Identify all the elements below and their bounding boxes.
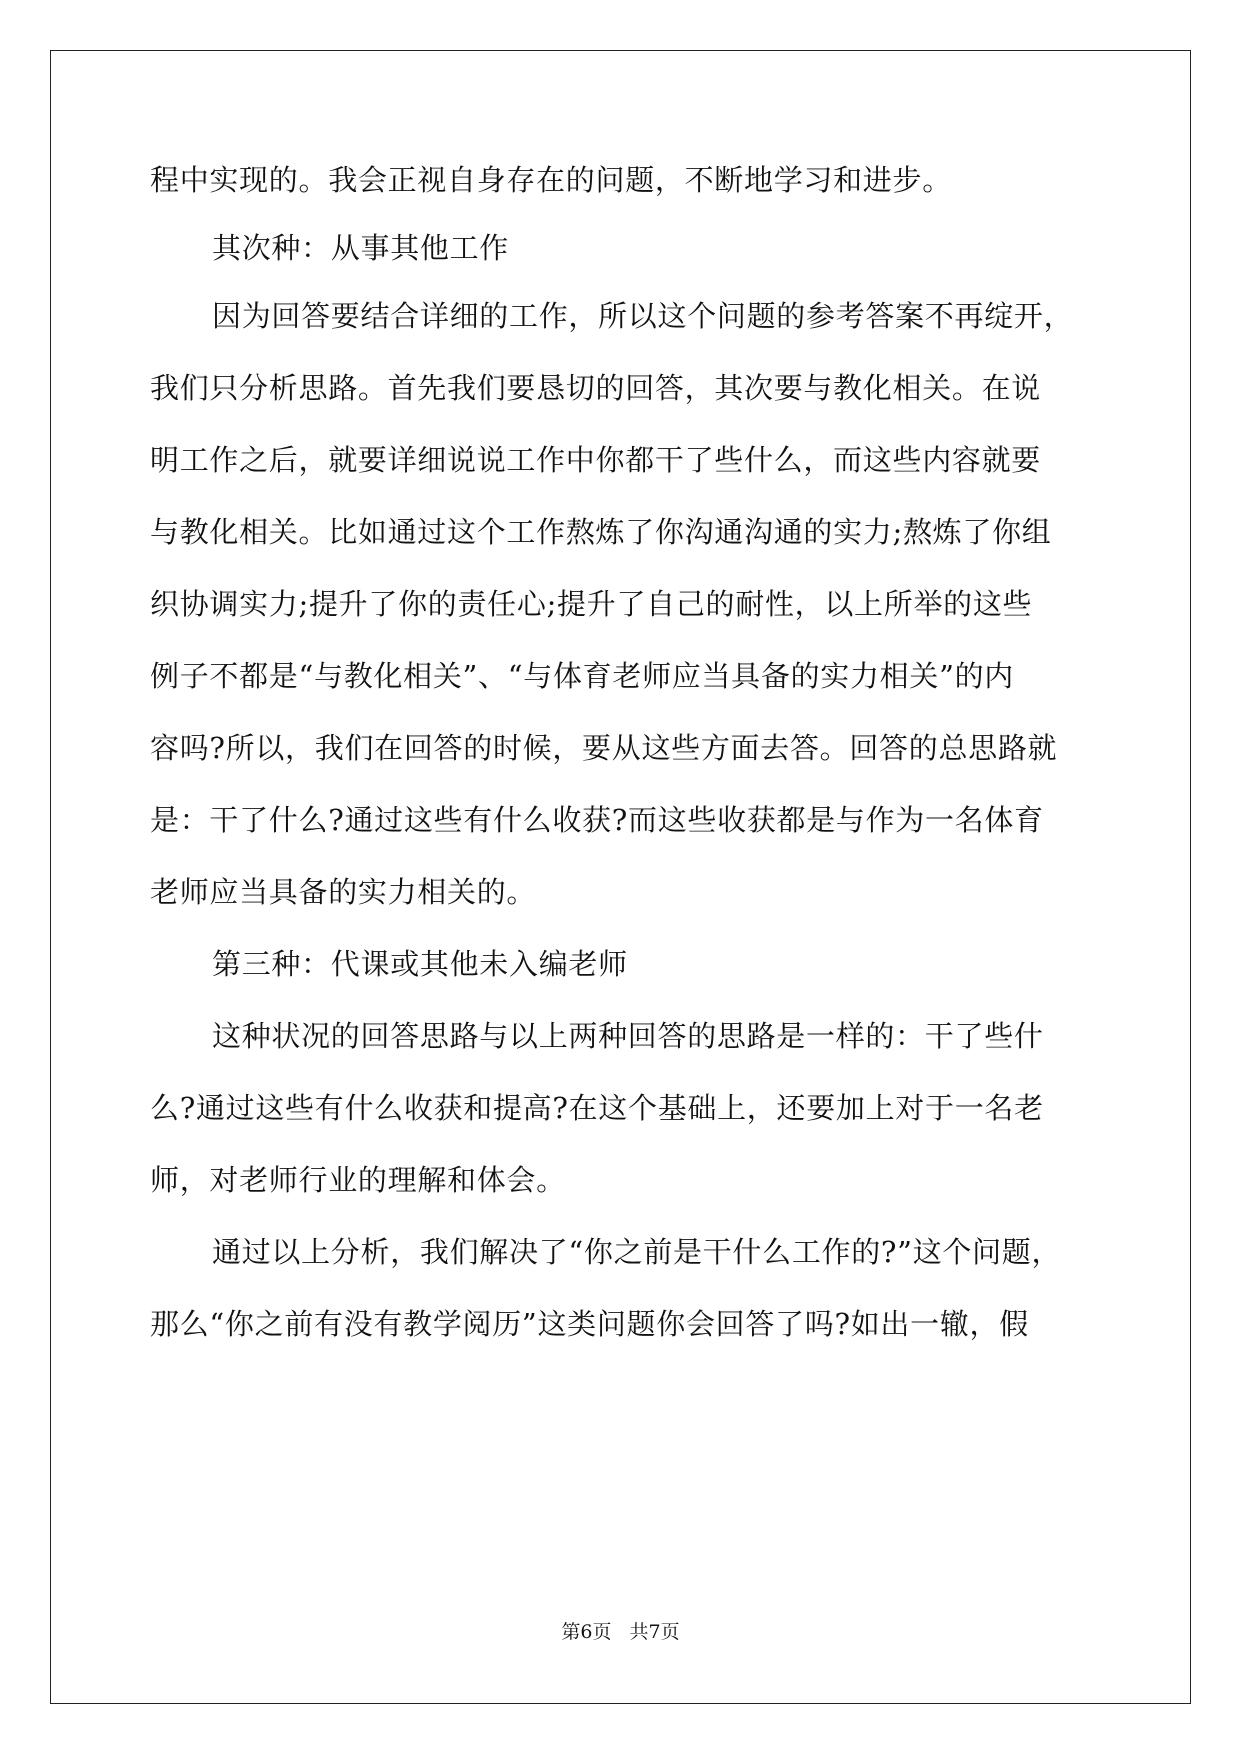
text-line: 例子不都是“与教化相关”、“与体育老师应当具备的实力相关”的内 (150, 659, 1015, 693)
text-line: 这种状况的回答思路与以上两种回答的思路是一样的：干了些什 (212, 1019, 1044, 1053)
page-footer (0, 1617, 1241, 1644)
text-line: 程中实现的。我会正视自身存在的问题，不断地学习和进步。 (150, 163, 952, 197)
text-line: 织协调实力;提升了你的责任心;提升了自己的耐性，以上所举的这些 (150, 587, 1033, 621)
section-heading: 第三种：代课或其他未入编老师 (212, 947, 628, 981)
text-line: 是：干了什么?通过这些有什么收获?而这些收获都是与作为一名体育 (150, 803, 1044, 837)
text-line: 那么“你之前有没有教学阅历”这类问题你会回答了吗?如出一辙，假 (150, 1307, 1029, 1341)
text-line: 我们只分析思路。首先我们要恳切的回答，其次要与教化相关。在说 (150, 371, 1042, 405)
page-total: 共7页 (629, 1621, 680, 1643)
text-line: 因为回答要结合详细的工作，所以这个问题的参考答案不再绽开， (212, 299, 1074, 333)
section-heading: 其次种：从事其他工作 (212, 231, 510, 265)
page-number: 第6页 (561, 1621, 612, 1643)
text-line: 通过以上分析，我们解决了“你之前是干什么工作的?”这个问题， (212, 1235, 1062, 1269)
text-line: 明工作之后，就要详细说说工作中你都干了些什么，而这些内容就要 (150, 443, 1042, 477)
text-line: 师，对老师行业的理解和体会。 (150, 1163, 566, 1197)
text-line: 老师应当具备的实力相关的。 (150, 875, 537, 909)
text-line: 容吗?所以，我们在回答的时候，要从这些方面去答。回答的总思路就 (150, 731, 1058, 765)
text-line: 么?通过这些有什么收获和提高?在这个基础上，还要加上对于一名老 (150, 1091, 1044, 1125)
text-line: 与教化相关。比如通过这个工作熬炼了你沟通沟通的实力;熬炼了你组 (150, 515, 1052, 549)
